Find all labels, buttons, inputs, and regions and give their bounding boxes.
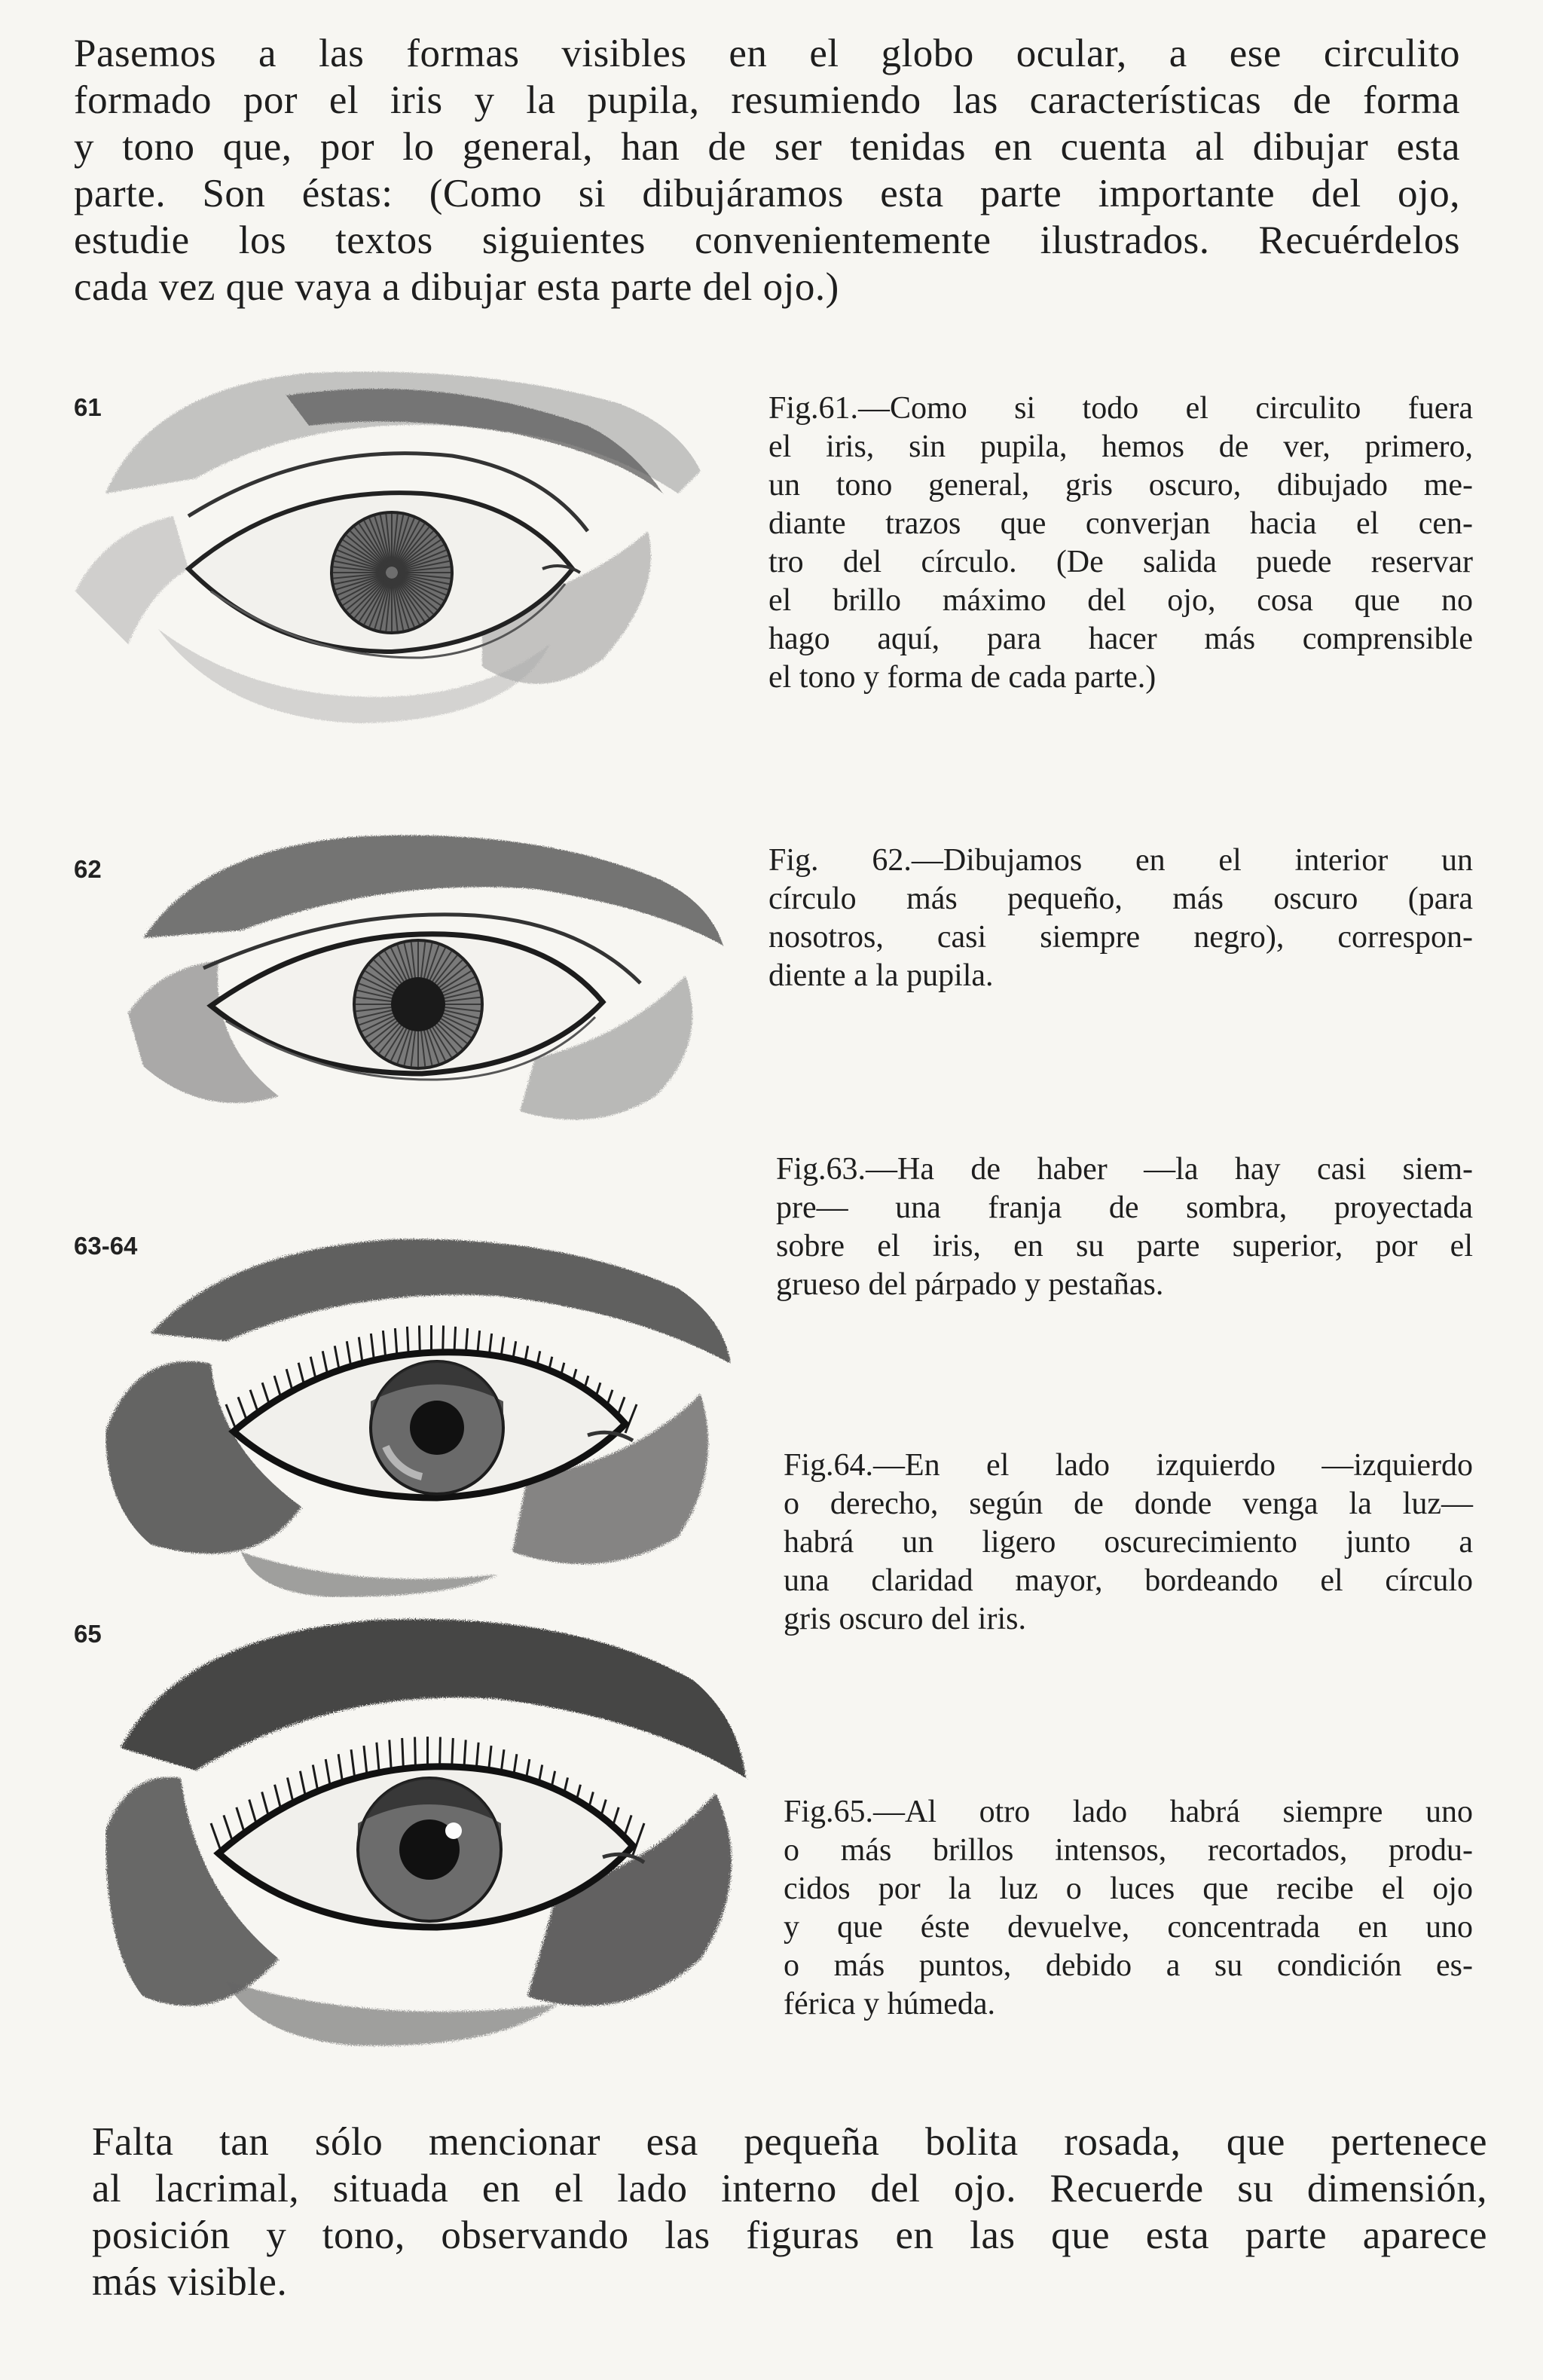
caption-line: Fig.64.—En el lado izquierdo —izquierdo [784,1448,1473,1483]
caption-line: el tono y forma de cada parte.) [768,660,1156,695]
intro-line: parte. Son éstas: (Como si dibujáramos esta parte importante del ojo, [74,172,1460,215]
caption-line: tro del círculo. (De salida puede reservar [768,545,1473,579]
caption-line: Fig.65.—Al otro lado habrá siempre uno [784,1795,1473,1829]
eye-drawing-65 [105,1605,753,2049]
figure-number-62: 62 [74,855,102,883]
caption-line: Fig.63.—Ha de haber —la hay casi siem- [776,1152,1473,1187]
intro-line: formado por el iris y la pupila, resumiendo las características de forma [74,78,1460,122]
caption-line: Fig. 62.—Dibujamos en el interior un [768,843,1473,878]
outro-paragraph [92,2119,1487,2305]
caption-line: o más brillos intensos, recortados, produ- [784,1833,1473,1868]
caption-line: o derecho, según de donde venga la luz— [784,1486,1473,1521]
figure-number-61: 61 [74,393,102,421]
eye-sketch-62 [113,817,731,1149]
eye-sketch-63-64 [105,1221,731,1597]
caption-line: y que éste devuelve, concentrada en uno [784,1910,1473,1945]
caption-line: nosotros, casi siempre negro), correspon- [768,920,1473,955]
intro-paragraph [74,30,1460,310]
caption-fig-61 [768,390,1473,697]
caption-fig-64 [784,1447,1473,1639]
eye-sketch-65 [105,1605,753,2049]
caption-line: grueso del párpado y pestañas. [776,1267,1164,1302]
caption-line: hago aquí, para hacer más comprensible [768,622,1473,656]
outro-line: al lacrimal, situada en el lado interno del ojo. Recuerde su dimensión, [92,2167,1487,2210]
eyelash-stroke [402,1738,404,1770]
caption-line: gris oscuro del iris. [784,1602,1026,1636]
intro-line: cada vez que vaya a dibujar esta parte del ojo.) [74,265,839,309]
caption-line: el iris, sin pupila, hemos de ver, primero, [768,429,1473,464]
figure-number-63-64: 63-64 [74,1232,138,1260]
caption-line: cidos por la luz o luces que recibe el ojo [784,1871,1473,1906]
intro-line: y tono que, por lo general, han de ser tenidas en cuenta al dibujar esta [74,125,1460,169]
caption-line: un tono general, gris oscuro, dibujado me- [768,468,1473,503]
eyelash-stroke [407,1327,408,1355]
intro-line: Pasemos a las formas visibles en el globo ocular, a ese circulito [74,32,1460,75]
eyelash-stroke [415,1737,416,1768]
caption-line: diente a la pupila. [768,958,994,993]
caption-line: diante trazos que converjan hacia el cen- [768,506,1473,541]
caption-line: Fig.61.—Como si todo el circulito fuera [768,391,1473,426]
caption-fig-62 [768,842,1473,995]
eyelash-stroke [419,1325,420,1354]
caption-line: pre— una franja de sombra, proyectada [776,1190,1473,1225]
eyelash-stroke [390,1740,392,1771]
caption-line: una claridad mayor, bordeando el círculo [784,1563,1473,1598]
eye-drawing-63-64 [105,1221,731,1597]
caption-line: habrá un ligero oscurecimiento junto a [784,1525,1473,1560]
outro-line: Falta tan sólo mencionar esa pequeña bolita rosada, que pertenece [92,2120,1487,2164]
caption-line: sobre el iris, en su parte superior, por el [776,1229,1473,1263]
caption-fig-63 [776,1150,1473,1304]
eye-sketch-61 [60,343,716,727]
outro-line: más visible. [92,2260,288,2304]
caption-line: el brillo máximo del ojo, cosa que no [768,583,1473,618]
intro-line: estudie los textos siguientes convenientemente ilustrados. Recuérdelos [74,218,1460,262]
eyelash-stroke [633,1823,644,1855]
caption-line: o más puntos, debido a su condición es- [784,1948,1473,1983]
figure-number-65: 65 [74,1620,102,1648]
eye-drawing-61 [60,343,716,727]
caption-line: círculo más pequeño, más oscuro (para [768,881,1473,916]
outro-line: posición y tono, observando las figuras en las que esta parte aparece [92,2213,1487,2257]
caption-line: férica y húmeda. [784,1987,996,2021]
eye-drawing-62 [113,817,731,1149]
eyelash-stroke [625,1404,637,1433]
caption-fig-65 [784,1793,1473,2024]
